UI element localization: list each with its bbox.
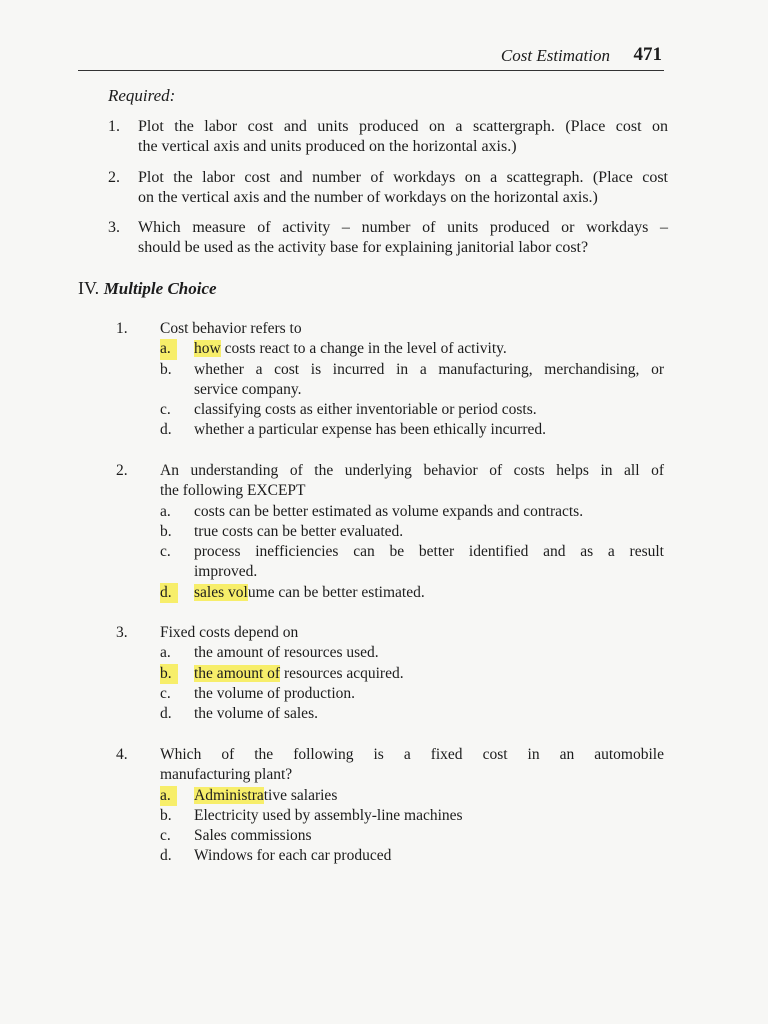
option-letter: d. bbox=[160, 421, 172, 439]
option-letter: d. bbox=[160, 705, 172, 723]
required-item-number: 3. bbox=[108, 219, 120, 236]
option-text-continued: service company. bbox=[194, 380, 302, 398]
required-heading: Required: bbox=[108, 86, 176, 105]
option-text: the volume of sales. bbox=[194, 705, 318, 723]
answer-option-b bbox=[160, 664, 664, 684]
option-letter: c. bbox=[160, 827, 171, 845]
option-text: costs can be better estimated as volume expands and contracts. bbox=[194, 502, 584, 520]
question-number: 3. bbox=[116, 624, 128, 641]
option-text: costs react to a change in the level of activity. bbox=[220, 340, 507, 358]
required-item bbox=[108, 117, 668, 157]
question-number: 1. bbox=[116, 320, 128, 337]
option-letter: b. bbox=[160, 522, 172, 540]
answer-option-c bbox=[160, 400, 664, 420]
answer-option-c bbox=[160, 684, 664, 704]
question bbox=[116, 623, 664, 724]
question bbox=[116, 745, 664, 867]
option-text: classifying costs as either inventoriable or period costs. bbox=[194, 401, 537, 419]
answer-option-d bbox=[160, 846, 664, 866]
question bbox=[116, 319, 664, 441]
option-letter: b. bbox=[160, 360, 172, 378]
answer-option-a bbox=[160, 502, 664, 522]
question-stem: An understanding of the underlying behavior of costs helps in all of bbox=[160, 462, 664, 479]
option-text: whether a cost is incurred in a manufacturing, merchandising, or bbox=[194, 360, 664, 378]
option-letter: b. bbox=[160, 806, 172, 824]
required-item-line: the vertical axis and units produced on the horizontal axis.) bbox=[138, 138, 517, 155]
option-text: Sales commissions bbox=[194, 827, 312, 845]
question-stem-continued: manufacturing plant? bbox=[160, 766, 293, 784]
required-item-line: Plot the labor cost and number of workdays on a scattegraph. (Place cost bbox=[138, 169, 668, 186]
highlighted-text: how bbox=[194, 340, 221, 358]
option-text: the amount of resources used. bbox=[194, 644, 379, 662]
answer-option-a bbox=[160, 786, 664, 806]
answer-option-a bbox=[160, 643, 664, 663]
option-letter: b. bbox=[160, 664, 178, 684]
section-heading bbox=[78, 278, 217, 299]
option-text: tive salaries bbox=[263, 786, 338, 804]
required-item bbox=[108, 168, 668, 208]
option-text: resources acquired. bbox=[280, 664, 404, 682]
required-item-line: should be used as the activity base for explaining janitorial labor cost? bbox=[138, 239, 589, 256]
option-letter: d. bbox=[160, 847, 172, 865]
answer-option-a bbox=[160, 339, 664, 359]
running-header bbox=[78, 44, 664, 71]
answer-option-c bbox=[160, 826, 664, 846]
option-text: true costs can be better evaluated. bbox=[194, 522, 404, 540]
question bbox=[116, 461, 664, 603]
required-item-number: 2. bbox=[108, 169, 120, 186]
required-item-line: Plot the labor cost and units produced on a scattergraph. (Place cost on bbox=[138, 118, 668, 135]
required-item-line: on the vertical axis and the number of workdays on the horizontal axis.) bbox=[138, 189, 598, 206]
answer-option-b bbox=[160, 360, 664, 401]
question-stem: Fixed costs depend on bbox=[160, 624, 299, 641]
highlighted-text: Administra bbox=[194, 786, 264, 804]
highlighted-text: the amount of bbox=[194, 664, 281, 682]
question-number: 4. bbox=[116, 746, 128, 763]
question-stem: Cost behavior refers to bbox=[160, 320, 302, 337]
option-letter: a. bbox=[160, 339, 177, 359]
option-letter: a. bbox=[160, 786, 177, 806]
option-letter: d. bbox=[160, 583, 178, 603]
answer-option-b bbox=[160, 806, 664, 826]
question-stem-continued: the following EXCEPT bbox=[160, 482, 306, 500]
running-header-title: Cost Estimation bbox=[500, 46, 610, 65]
option-letter: a. bbox=[160, 644, 171, 662]
option-letter: a. bbox=[160, 502, 171, 520]
answer-option-b bbox=[160, 522, 664, 542]
highlighted-text: sales vol bbox=[194, 583, 248, 601]
option-text-continued: improved. bbox=[194, 563, 258, 581]
option-text: ume can be better estimated. bbox=[247, 583, 425, 601]
answer-option-d bbox=[160, 704, 664, 724]
required-item-number: 1. bbox=[108, 118, 120, 135]
option-letter: c. bbox=[160, 684, 171, 702]
option-letter: c. bbox=[160, 543, 171, 561]
section-number: IV. bbox=[78, 278, 100, 298]
option-letter: c. bbox=[160, 401, 171, 419]
option-text: process inefficiencies can be better identified and as a result bbox=[194, 543, 664, 561]
option-text: whether a particular expense has been ethically incurred. bbox=[194, 421, 547, 439]
required-item bbox=[108, 218, 668, 258]
answer-option-d bbox=[160, 583, 664, 603]
page-number: 471 bbox=[633, 44, 662, 65]
option-text: Electricity used by assembly-line machines bbox=[194, 806, 463, 824]
section-title: Multiple Choice bbox=[103, 279, 217, 298]
required-item-line: Which measure of activity – number of units produced or workdays – bbox=[138, 219, 668, 236]
answer-option-c bbox=[160, 542, 664, 583]
option-text: Windows for each car produced bbox=[194, 847, 392, 865]
answer-option-d bbox=[160, 420, 664, 440]
question-stem: Which of the following is a fixed cost in an automobile bbox=[160, 746, 664, 763]
option-text: the volume of production. bbox=[194, 684, 355, 702]
question-number: 2. bbox=[116, 462, 128, 479]
